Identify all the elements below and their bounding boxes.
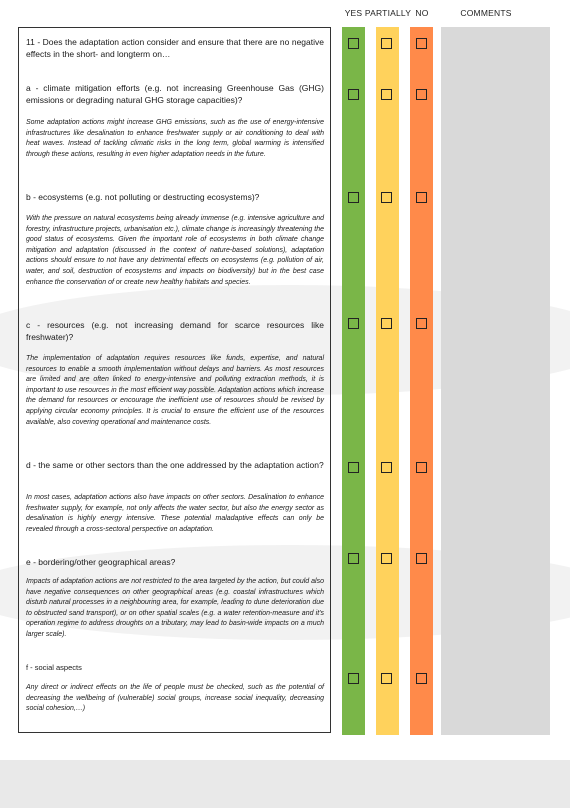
checkbox-partially-d[interactable]: [381, 462, 392, 473]
yes-column: [342, 27, 365, 735]
description-c: The implementation of adaptation requires resources like funds, expertise, and natural resources to enable a smooth implementation without delays and barriers. As most resources are limited and are often linked to energy-intensive and polluting extraction methods, it is important to use resources in the most efficient way possible. Adaptation actions which increase the demand for resources or encourage the inefficient use of resources should be revised by applying circular economy principles. It is crucial to ensure the efficient use of the resources available, also covering operational and maintenance costs.: [26, 355, 324, 426]
footer-band: [0, 760, 570, 808]
description-b: With the pressure on natural ecosystems being already immense (e.g. intensive agriculture and forestry, infrastructure projects, urbanisation etc.), climate change is increasingly threatening the good status of ecosystems. Given the important role of ecosystems in both climate change mitigation and adaptation (discussed in the context of nature-based solutions), adaptation actions should ensure to not have any detrimental effects on ecosystems (e.g. pollution of air, water, and soil, destruction of ecosystems and impacts on biodiversity) but in the best case enhance the conservation of or create new healthy habitats and species.: [26, 215, 324, 286]
checkbox-yes-intro[interactable]: [348, 38, 359, 49]
question-a: a - climate mitigation efforts (e.g. not increasing Greenhouse Gas (GHG) emissions or degrading natural GHG storage capacities)?: [26, 83, 324, 105]
intro-question: 11 - Does the adaptation action consider and ensure that there are no negative effects in the short- and longterm on…: [26, 37, 324, 59]
column-header-yes: YES: [344, 8, 363, 18]
no-column: [410, 27, 433, 735]
checkbox-partially-e[interactable]: [381, 553, 392, 564]
checkbox-no-e[interactable]: [416, 553, 427, 564]
checkbox-partially-c[interactable]: [381, 318, 392, 329]
question-d: d - the same or other sectors than the one addressed by the adaptation action?: [26, 460, 324, 470]
checkbox-partially-a[interactable]: [381, 89, 392, 100]
question-c: c - resources (e.g. not increasing demand for scarce resources like freshwater)?: [26, 320, 324, 342]
partially-column: [376, 27, 399, 735]
checkbox-no-f[interactable]: [416, 673, 427, 684]
checkbox-partially-f[interactable]: [381, 673, 392, 684]
checkbox-no-b[interactable]: [416, 192, 427, 203]
column-header-comments: COMMENTS: [460, 8, 512, 18]
description-f: Any direct or indirect effects on the life of people must be checked, such as the potential of decreasing the wellbeing of (vulnerable) social groups, increase social inequality, decreasing social cohesion,…): [26, 684, 324, 713]
checkbox-yes-f[interactable]: [348, 673, 359, 684]
description-d: In most cases, adaptation actions also have impacts on other sectors. Desalination to enhance freshwater supply, for example, not only affects the water sector, but also the energy sector as desalination is highly energy intensive. These potential maladaptive effects can only be revealed through a cross-sectoral perspective on adaptation.: [26, 494, 324, 533]
checkbox-yes-a[interactable]: [348, 89, 359, 100]
comments-field[interactable]: [441, 27, 550, 735]
question-f: f - social aspects: [26, 663, 82, 672]
checkbox-yes-e[interactable]: [348, 553, 359, 564]
checkbox-partially-b[interactable]: [381, 192, 392, 203]
checkbox-yes-b[interactable]: [348, 192, 359, 203]
column-header-partially: PARTIALLY: [364, 8, 412, 18]
checkbox-no-c[interactable]: [416, 318, 427, 329]
checkbox-no-intro[interactable]: [416, 38, 427, 49]
checkbox-yes-d[interactable]: [348, 462, 359, 473]
description-a: Some adaptation actions might increase GHG emissions, such as the use of energy-intensive infrastructures like desalination to enhance freshwater supply or air conditioning to deal with heat waves. Instead of tackling climatic risks in the long term, global warming is intensified through these actions, resulting in even higher adaptation needs in the future.: [26, 119, 324, 158]
checkbox-no-a[interactable]: [416, 89, 427, 100]
question-b: b - ecosystems (e.g. not polluting or destructing ecosystems)?: [26, 192, 260, 202]
description-e: Impacts of adaptation actions are not restricted to the area targeted by the action, but could also have negative consequences on other geographical areas (e.g. coastal infrastructures which disturb natural processes in a neighbouring area, for example, leading to dune deterioration due to obstructed sand transport), or on other spatial scales (e.g. a water retention-measure and it's operation regime to address droughts on a tributary, may lead to basin-wide impacts on a much larger scale).: [26, 578, 324, 638]
checkbox-partially-intro[interactable]: [381, 38, 392, 49]
checkbox-no-d[interactable]: [416, 462, 427, 473]
question-e: e - bordering/other geographical areas?: [26, 557, 176, 567]
column-header-no: NO: [415, 8, 429, 18]
checkbox-yes-c[interactable]: [348, 318, 359, 329]
